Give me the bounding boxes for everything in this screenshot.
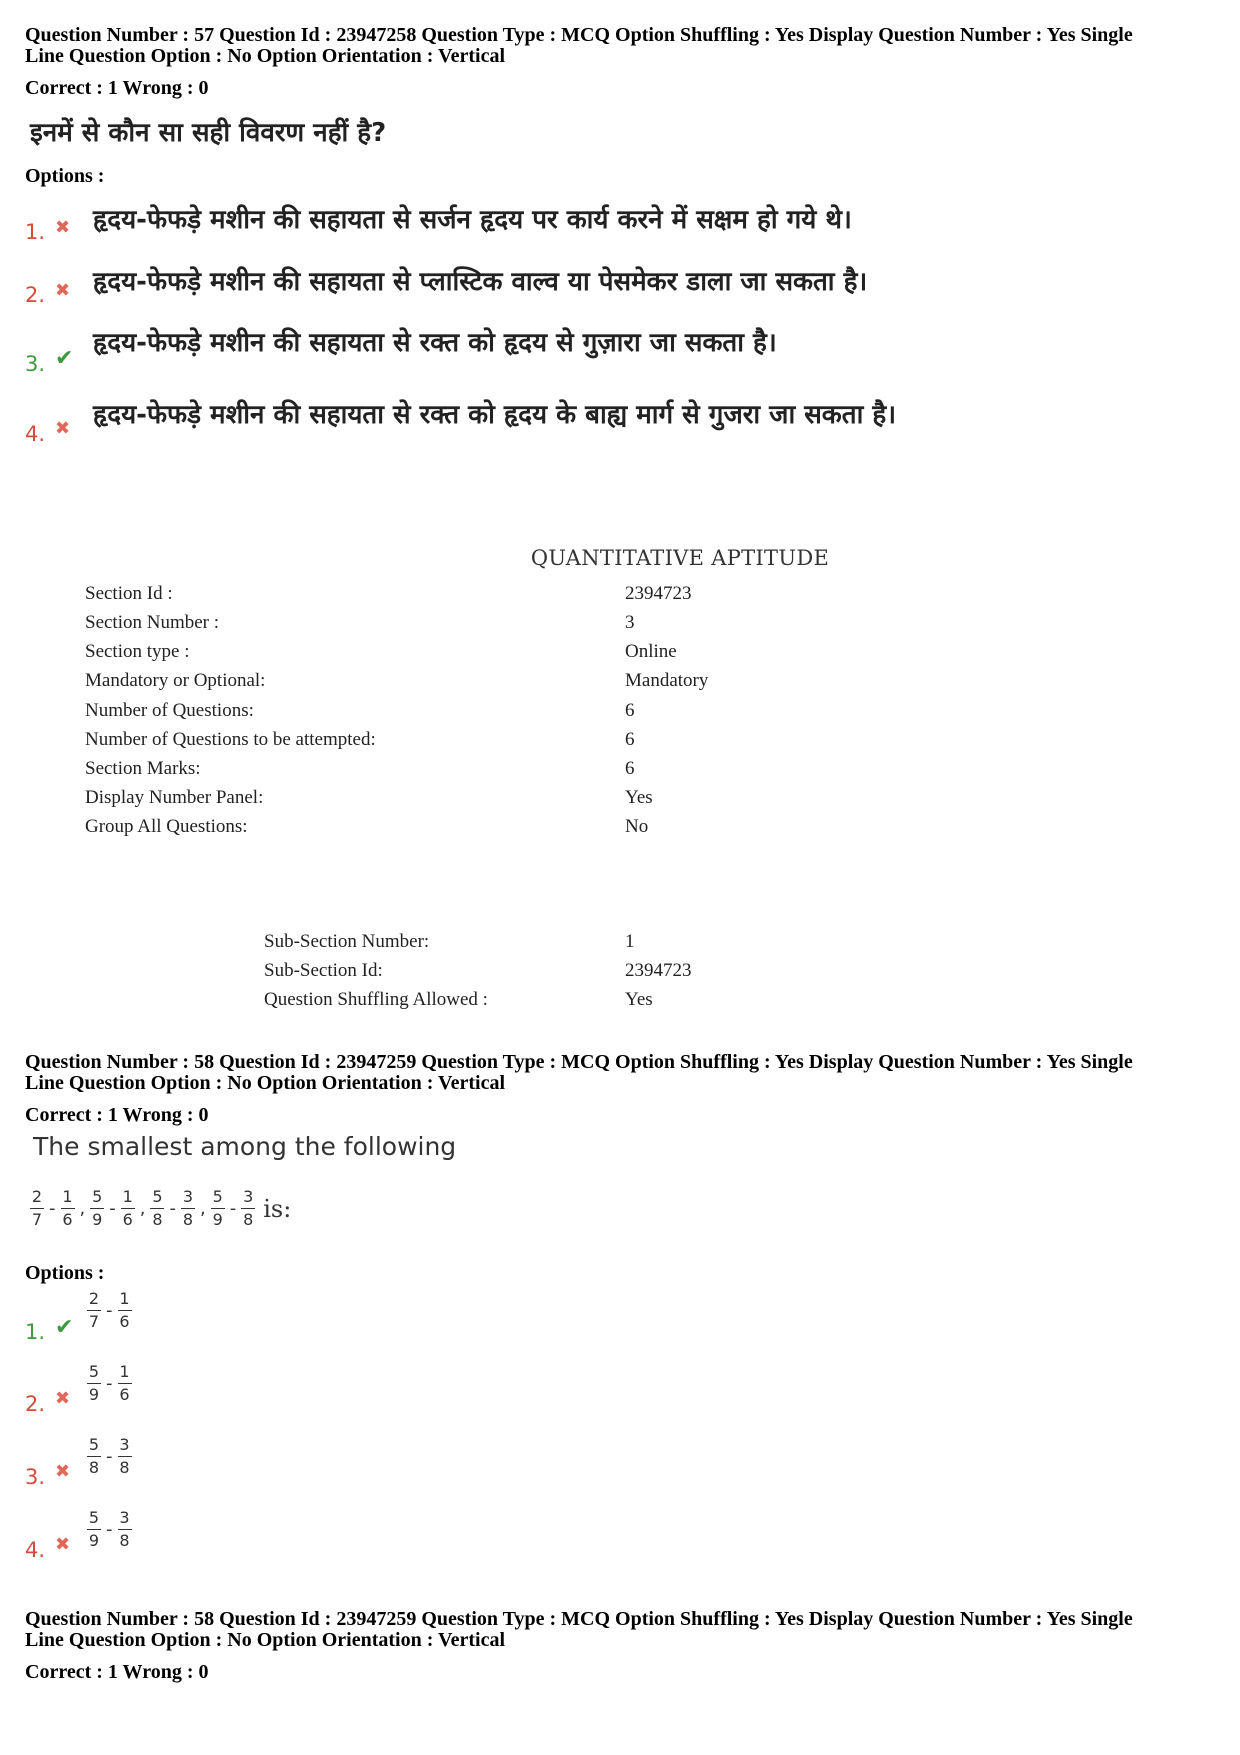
minus-sign: - [109, 1198, 116, 1219]
minus-sign: - [49, 1198, 56, 1219]
section-row-value: Yes [625, 787, 653, 808]
numerator: 1 [62, 1187, 73, 1206]
numerator: 2 [31, 1187, 43, 1206]
comma: , [199, 1198, 206, 1219]
section-row-value: 6 [625, 758, 635, 779]
fraction [118, 1509, 132, 1550]
denominator: 8 [119, 1531, 130, 1550]
section-row-value: No [625, 816, 649, 837]
option-text: हृदय-फेफड़े मशीन की सहायता से प्लास्टिक वाल्व या पेसमेकर डाला जा सकता है। [93, 267, 868, 297]
numerator: 5 [88, 1362, 100, 1381]
q58-header-line2: Line Question Option : No Option Orientation : Vertical [25, 1072, 506, 1094]
section-row-value: 3 [625, 612, 635, 633]
option-number: 1. [25, 1320, 46, 1344]
cross-icon: ✖ [55, 418, 71, 439]
option-number: 2. [25, 283, 46, 307]
option-number: 1. [25, 220, 46, 244]
fraction [90, 1188, 104, 1229]
option-text: हृदय-फेफड़े मशीन की सहायता से सर्जन हृदय पर कार्य करने में सक्षम हो गये थे। [93, 205, 852, 235]
denominator: 8 [88, 1458, 100, 1477]
subsection-row-value: 1 [625, 931, 635, 952]
fraction [118, 1290, 132, 1331]
numerator: 5 [92, 1187, 103, 1206]
numerator: 5 [152, 1187, 163, 1206]
q58-header-line1: Question Number : 58 Question Id : 23947259 Question Type : MCQ Option Shuffling : Yes Display Question Number : Yes Single [25, 1051, 1133, 1073]
numerator: 3 [119, 1435, 130, 1454]
section-row-label: Section Number : [85, 612, 220, 633]
question-suffix: is: [263, 1194, 292, 1223]
fraction [87, 1290, 101, 1331]
section-row-label: Group All Questions: [85, 816, 248, 837]
option-number: 4. [25, 422, 46, 446]
minus-sign: - [106, 1373, 113, 1394]
fraction [121, 1188, 135, 1229]
q57-correct-wrong: Correct : 1 Wrong : 0 [25, 77, 209, 99]
q58-repeat-header-line2: Line Question Option : No Option Orientation : Vertical [25, 1629, 506, 1651]
section-row-label: Section Marks: [85, 758, 201, 779]
comma: , [139, 1198, 146, 1219]
fraction [181, 1188, 195, 1229]
option-number: 4. [25, 1538, 46, 1562]
denominator: 9 [92, 1210, 103, 1229]
section-row-value: Online [625, 641, 677, 662]
subsection-row-value: 2394723 [625, 960, 692, 981]
denominator: 9 [88, 1385, 100, 1404]
numerator: 1 [119, 1362, 130, 1381]
option-number: 3. [25, 1465, 46, 1489]
fraction [87, 1363, 101, 1404]
option-text: हृदय-फेफड़े मशीन की सहायता से रक्त को हृदय के बाह्य मार्ग से गुजरा जा सकता है। [93, 400, 897, 430]
denominator: 8 [152, 1210, 163, 1229]
cross-icon: ✖ [55, 1461, 71, 1482]
denominator: 8 [243, 1210, 254, 1229]
numerator: 3 [119, 1508, 130, 1527]
option-expression [87, 1363, 132, 1404]
minus-sign: - [106, 1446, 113, 1467]
denominator: 6 [119, 1312, 130, 1331]
numerator: 1 [119, 1289, 130, 1308]
q57-header [25, 25, 1220, 67]
denominator: 7 [31, 1210, 43, 1229]
subsection-row-value: Yes [625, 989, 653, 1010]
option-number: 2. [25, 1392, 46, 1416]
numerator: 2 [88, 1289, 100, 1308]
q57-header-line1: Question Number : 57 Question Id : 23947258 Question Type : MCQ Option Shuffling : Yes Display Question Number : Yes Single [25, 24, 1133, 46]
check-icon: ✔ [55, 346, 74, 371]
q58-correct-wrong: Correct : 1 Wrong : 0 [25, 1104, 209, 1126]
fraction [118, 1436, 132, 1477]
fraction [87, 1509, 101, 1550]
numerator: 5 [212, 1187, 223, 1206]
denominator: 8 [119, 1458, 130, 1477]
section-row-value: 2394723 [625, 583, 692, 604]
numerator: 5 [88, 1435, 100, 1454]
cross-icon: ✖ [55, 1388, 71, 1409]
q57-question-text: इनमें से कौन सा सही विवरण नहीं है? [30, 118, 387, 148]
section-row-label: Mandatory or Optional: [85, 670, 266, 691]
fraction [61, 1188, 75, 1229]
numerator: 5 [88, 1508, 100, 1527]
cross-icon: ✖ [55, 280, 71, 301]
comma: , [79, 1198, 86, 1219]
q57-header-line2: Line Question Option : No Option Orientation : Vertical [25, 45, 506, 67]
subsection-row-label: Sub-Section Id: [264, 960, 383, 981]
fraction [87, 1436, 101, 1477]
denominator: 6 [119, 1385, 130, 1404]
subsection-row-label: Question Shuffling Allowed : [264, 989, 488, 1010]
check-icon: ✔ [55, 1315, 74, 1340]
section-row-value: Mandatory [625, 670, 709, 691]
q57-options-label: Options : [25, 165, 105, 187]
q58-repeat-header-line1: Question Number : 58 Question Id : 23947259 Question Type : MCQ Option Shuffling : Yes Display Question Number : Yes Single [25, 1608, 1133, 1630]
minus-sign: - [229, 1198, 237, 1219]
q58-header [25, 1052, 1220, 1094]
fraction [118, 1363, 132, 1404]
numerator: 3 [243, 1187, 254, 1206]
fraction [30, 1188, 44, 1229]
q58-repeat-header [25, 1609, 1220, 1651]
denominator: 9 [212, 1210, 223, 1229]
minus-sign: - [106, 1519, 113, 1540]
option-expression [87, 1290, 132, 1331]
cross-icon: ✖ [55, 1534, 71, 1555]
section-title: QUANTITATIVE APTITUDE [530, 546, 830, 570]
option-text: हृदय-फेफड़े मशीन की सहायता से रक्त को हृदय से गुज़ारा जा सकता है। [93, 328, 777, 358]
denominator: 7 [88, 1312, 100, 1331]
cross-icon: ✖ [55, 217, 71, 238]
section-row-value: 6 [625, 729, 635, 750]
fraction [211, 1188, 225, 1229]
section-row-label: Section Id : [85, 583, 173, 604]
denominator: 9 [88, 1531, 100, 1550]
q58-options-label: Options : [25, 1262, 105, 1284]
fraction [241, 1188, 255, 1229]
subsection-row-label: Sub-Section Number: [264, 931, 430, 952]
option-expression [87, 1436, 132, 1477]
q58-fraction-list [30, 1188, 291, 1229]
q58-question-text: The smallest among the following [33, 1132, 457, 1161]
q58-repeat-correct-wrong: Correct : 1 Wrong : 0 [25, 1661, 209, 1683]
section-row-value: 6 [625, 700, 635, 721]
option-number: 3. [25, 352, 46, 376]
section-row-label: Display Number Panel: [85, 787, 264, 808]
option-expression [87, 1509, 132, 1550]
denominator: 8 [182, 1210, 194, 1229]
denominator: 6 [122, 1210, 133, 1229]
numerator: 3 [182, 1187, 194, 1206]
section-row-label: Number of Questions: [85, 700, 254, 721]
fraction [150, 1188, 164, 1229]
minus-sign: - [106, 1300, 113, 1321]
numerator: 1 [122, 1187, 133, 1206]
minus-sign: - [169, 1198, 176, 1219]
denominator: 6 [62, 1210, 73, 1229]
section-row-label: Section type : [85, 641, 190, 662]
section-row-label: Number of Questions to be attempted: [85, 729, 376, 750]
